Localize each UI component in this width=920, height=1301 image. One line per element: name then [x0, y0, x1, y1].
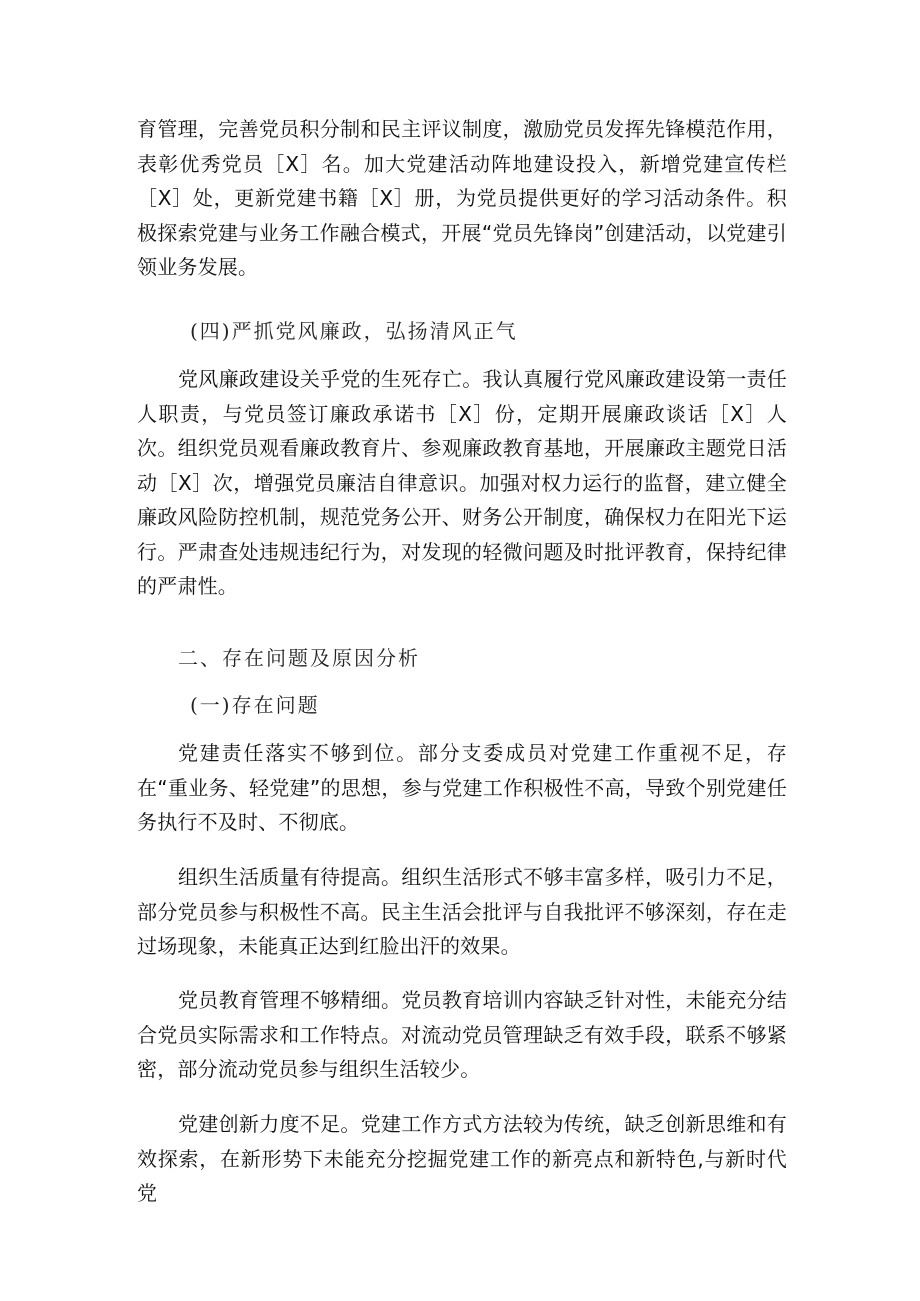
section-heading-problems-analysis: 二、存在问题及原因分析 [178, 646, 420, 670]
paragraph-party-member-management: 育管理，完善党员积分制和民主评议制度，激励党员发挥先锋模范作用，表彰优秀党员［X］名。加大党建活动阵地建设投入，新增党建宣传栏［X］处，更新党建书籍［X］册，为党员提供更好的学习活动条件。积极探索党建与业务工作融合模式，开展“党员先锋岗”创建活动，以党建引领业务发展。 [137, 117, 787, 279]
paragraph-responsibility: 党建责任落实不够到位。部分支委成员对党建工作重视不足，存在“重业务、轻党建”的思想，参与党建工作积极性不高，导致个别党建任务执行不及时、不彻底。 [137, 741, 787, 834]
paragraph-education-management: 党员教育管理不够精细。党员教育培训内容缺乏针对性，未能充分结合党员实际需求和工作特点。对流动党员管理缺乏有效手段，联系不够紧密，部分流动党员参与组织生活较少。 [137, 988, 787, 1081]
paragraph-clean-government: 党风廉政建设关乎党的生死存亡。我认真履行党风廉政建设第一责任人职责，与党员签订廉政承诺书［X］份，定期开展廉政谈话［X］人次。组织党员观看廉政教育片、参观廉政教育基地，开展廉政主题党日活动［X］次，增强党员廉洁自律意识。加强对权力运行的监督，建立健全廉政风险防控机制，规范党务公开、财务公开制度，确保权力在阳光下运行。严肃查处违规违纪行为，对发现的轻微问题及时批评教育，保持纪律的严肃性。 [137, 367, 787, 598]
subheading-integrity: (四)严抓党风廉政，弘扬清风正气 [190, 319, 518, 343]
paragraph-innovation: 党建创新力度不足。党建工作方式方法较为传统，缺乏创新思维和有效探索，在新形势下未能充分挖掘党建工作的新亮点和新特色,与新时代党 [137, 1112, 787, 1205]
paragraph-organizational-life: 组织生活质量有待提高。组织生活形式不够丰富多样，吸引力不足，部分党员参与积极性不高。民主生活会批评与自我批评不够深刻，存在走过场现象，未能真正达到红脸出汗的效果。 [137, 865, 787, 958]
subheading-existing-problems: (一)存在问题 [190, 693, 320, 717]
